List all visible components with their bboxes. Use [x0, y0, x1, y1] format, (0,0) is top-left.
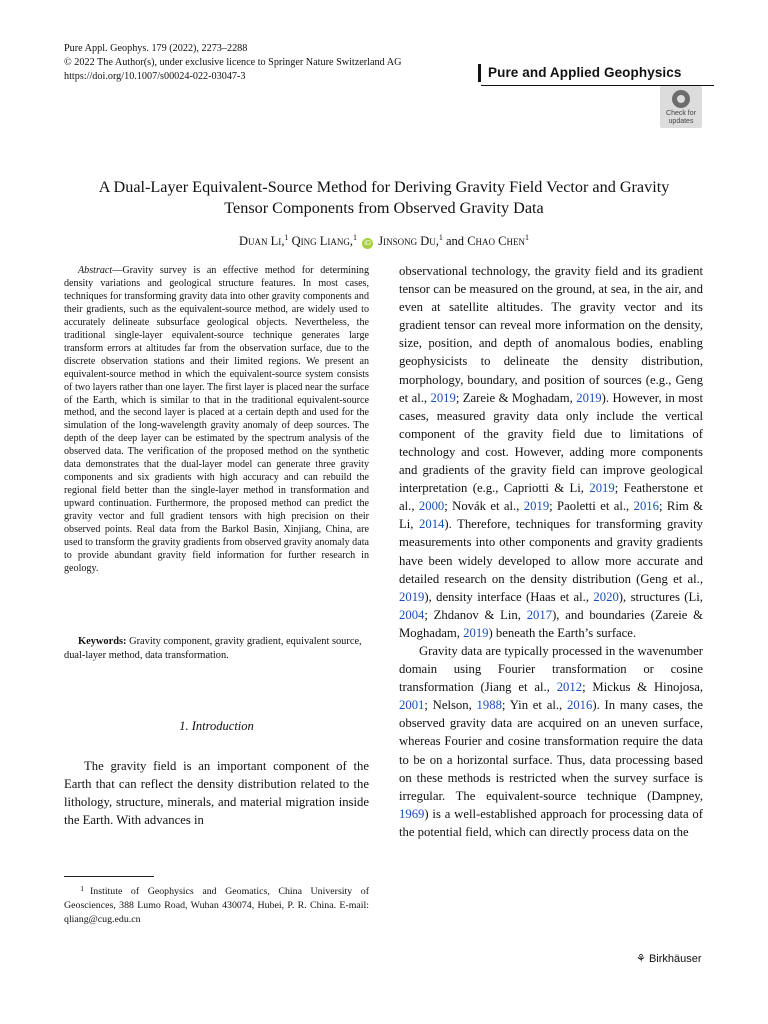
affiliation-mark: 1 — [284, 233, 289, 242]
citation-link[interactable]: 2004 — [399, 607, 425, 622]
title-line-2: Tensor Components from Observed Gravity Data — [224, 199, 544, 217]
footnote-divider — [64, 876, 154, 877]
birkhauser-icon: ⚘ — [636, 953, 646, 965]
citation-link[interactable]: 2020 — [593, 589, 619, 604]
body-text: ; Mickus & Hinojosa, — [582, 680, 703, 695]
footnote-text: Institute of Geophysics and Geomatics, China University of Geosciences, 388 Lumo Road, Wuhan 430074, Hubei, P. R. China. E-mail: qliang@cug.edu.cn — [64, 886, 369, 926]
body-text: ; Zareie & Moghadam, — [455, 390, 577, 405]
author-name: Chao Chen — [467, 234, 525, 249]
updates-label: updates — [668, 117, 694, 125]
citation-link[interactable]: 2019 — [576, 390, 602, 405]
body-text: ) is a well-established approach for processing data of the potential field, which can directly process data on the — [399, 806, 703, 839]
intro-paragraph: The gravity field is an important component of the Earth that can reflect the density distribution related to the lithology, structure, minerals, and material migration inside the Earth. With advances in — [64, 759, 369, 828]
affiliation-mark: 1 — [438, 233, 443, 242]
orcid-icon[interactable]: iD — [362, 238, 373, 249]
body-text: ), density interface (Haas et al., — [424, 589, 594, 604]
footnote-mark: 1 — [80, 884, 84, 893]
update-check-icon — [672, 90, 690, 108]
citation-link[interactable]: 2019 — [589, 481, 615, 496]
keywords — [64, 635, 369, 663]
abstract-text: —Gravity survey is an effective method for determining density variations and geological structure features. In most cases, techniques for transforming gravity data into other gravity components and their gradients, such as the equivalent-source method, are widely used to accurately delineate subsurface geological objects. Nevertheless, the traditional single-layer equivalent-source technique generates large transform errors at altitudes far from the observation surface, due to the discrete observation stations and their limited regions. We present an equivalent-source method in which the equivalent-source system consists of two layers rather than one layer. The first layer is placed near the surface of the Earth, which is similar to that in the traditional equivalent-source method, and the second layer is placed at a certain depth and used for the simulation of the long-wavelength gravity anomaly of deep sources. The depth of the deep layer can be estimated by the spectrum analysis of the observed data. The verification of the proposed method on the synthetic data demonstrates that the dual-layer model can generate three gravity components and six gradients with high accuracy and can rebuild the regional field better than the single-layer method in transformation and upward continuation. Furthermore, the proposed method can predict the gravity vector and full gradient tensors with high precision on their observed points. Real data from the Barkol Basin, Xinjiang, China, are used to transform the gravity gradients from observed gravity anomaly data to provide abundant gravity field information for further research in geology. — [64, 265, 369, 574]
body-text: ), and boundaries (Zareie & Moghadam, — [399, 607, 703, 640]
copyright-line: © 2022 The Author(s), under exclusive licence to Springer Nature Switzerland AG — [64, 57, 402, 68]
citation-link[interactable]: 2012 — [556, 680, 583, 695]
body-text: Gravity data are typically processed in the wavenumber domain using Fourier transformation or cosine transformation (Jiang et al., — [399, 643, 703, 695]
journal-name: Pure and Applied Geophysics — [478, 64, 714, 82]
citation-link[interactable]: 2019 — [399, 589, 425, 604]
citation-link[interactable]: 2000 — [418, 499, 445, 514]
author-name: Jinsong Du — [378, 234, 436, 249]
citation-link[interactable]: 1969 — [399, 806, 425, 821]
body-text: ). In many cases, the observed gravity data are acquired on an uneven surface, whereas Fourier and cosine transformation require the data to be on a horizontal surface. Thus, data processing based on these methods is restricted when the survey surface is irregular. The equivalent-source technique (Dampney, — [399, 698, 703, 803]
body-text: ). However, in most cases, measured gravity data only include the vertical component of the gravity field due to limitations of technology and cost. However, adding more components and gradients of the gravity field can improve geological interpretation (e.g., Capriotti & Li, — [399, 390, 703, 496]
citation-link[interactable]: 2019 — [523, 499, 550, 514]
abstract-label: Abstract — [78, 265, 113, 276]
keywords-label: Keywords: — [78, 636, 127, 647]
citation-link[interactable]: 2014 — [419, 517, 445, 532]
section-heading: 1. Introduction — [179, 719, 254, 733]
check-for-updates-badge[interactable] — [660, 86, 702, 128]
body-text: ; Nelson, — [424, 698, 477, 713]
author-list: Duan Li,$^1$ Qing Liang,$^1$ iD Jinsong Du,$^1$ and Chao Chen$^1$ — [239, 233, 529, 249]
right-paragraph-2 — [399, 642, 703, 841]
author-conjunction: and — [446, 234, 465, 249]
check-for-label: Check for — [666, 110, 696, 117]
right-column — [399, 262, 703, 841]
author-name: Duan Li — [239, 234, 282, 249]
body-text: observational technology, the gravity field and its gradient tensor can be measured on the ground, at sea, in the air, and even at satellite altitudes. The gravity vector and its gradient tensor can reveal more information on the density, size, position, and depth of anomalous bodies, enabling geophysicists to delineate the density distribution, morphology, boundary, and position of sources (e.g., Geng et al., — [399, 264, 703, 405]
citation-link[interactable]: 1988 — [476, 698, 502, 713]
article-meta — [64, 42, 401, 84]
citation-link[interactable]: 2016 — [633, 499, 659, 514]
keywords-text: Gravity component, gravity gradient, equivalent source, dual-layer method, data transformation. — [64, 636, 362, 661]
body-text: ; Yin et al., — [501, 698, 567, 713]
citation-link[interactable]: 2017 — [526, 607, 553, 622]
doi-link[interactable]: https://doi.org/10.1007/s00024-022-03047-3 — [64, 71, 246, 82]
citation-link[interactable]: 2001 — [399, 698, 425, 713]
body-text: ; Zhdanov & Lin, — [424, 607, 527, 622]
body-text: ) beneath the Earth’s surface. — [488, 625, 637, 640]
citation-link[interactable]: 2016 — [566, 698, 593, 713]
body-text: ; Novák et al., — [444, 499, 524, 514]
abstract — [64, 265, 369, 576]
body-text: ). Therefore, techniques for transforming gravity measurements into other components and gravity gradients have been widely developed to allow more accurate and detailed research on the density distribution (Geng et al., — [399, 517, 703, 586]
author-name: Qing Liang — [291, 234, 350, 249]
citation: Pure Appl. Geophys. 179 (2022), 2273–2288 — [64, 43, 248, 54]
footnote — [64, 882, 369, 928]
body-text: ), structures (Li, — [618, 589, 703, 604]
body-text: ; Paoletti et al., — [549, 499, 634, 514]
citation-link[interactable]: 2019 — [430, 390, 456, 405]
affiliation-mark: 1 — [524, 233, 529, 242]
body-text: ; Rim & Li, — [399, 499, 703, 532]
title-line-1: A Dual-Layer Equivalent-Source Method for Deriving Gravity Field Vector and Gravity — [98, 178, 670, 196]
affiliation-mark: 1 — [352, 233, 357, 242]
right-paragraph-1 — [399, 262, 703, 642]
paper-title — [60, 177, 708, 219]
body-text: ; Featherstone et al., — [399, 481, 703, 514]
citation-link[interactable]: 2019 — [463, 625, 489, 640]
publisher-name: Birkhäuser — [648, 953, 702, 965]
publisher-logo — [636, 952, 702, 965]
